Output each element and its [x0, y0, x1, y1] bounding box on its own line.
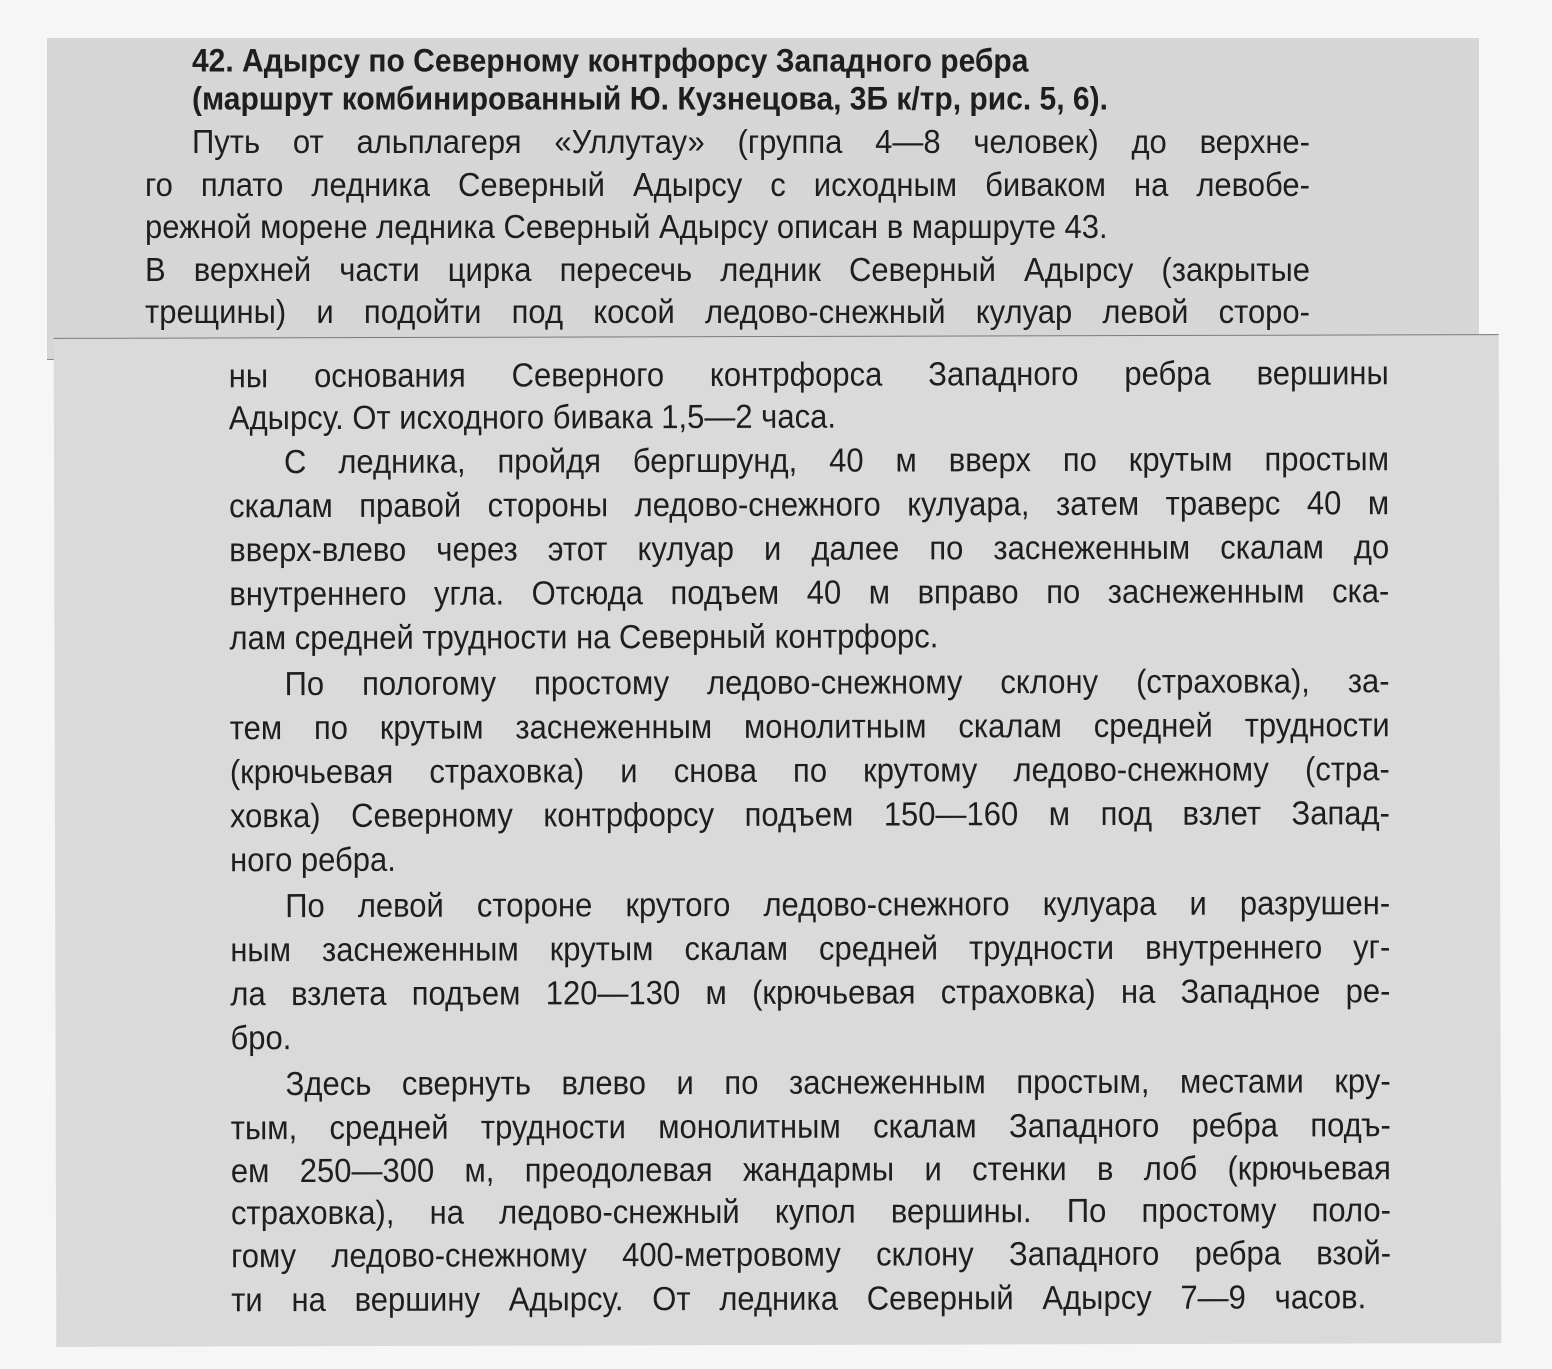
text-line: ховка) Северному контрфорсу подъем 150—160 м под взлет Запад-	[229, 793, 1390, 835]
text-line: трещины) и подойти под косой ледово-снежный кулуар левой сторо-	[145, 292, 1310, 331]
text-line: тым, средней трудности монолитным скалам Западного ребра подъ-	[230, 1105, 1391, 1147]
route-title-line-1: 42. Адырсу по Северному контрфорсу Западного ребра	[192, 43, 1029, 80]
paragraph-start: По пологому простому ледово-снежному склону (страховка), за-	[284, 661, 1390, 703]
text-line: вверх-влево через этот кулуар и далее по заснеженным скалам до	[229, 527, 1390, 569]
bottom-clipping	[54, 334, 1502, 1347]
text-line: (крючьевая страховка) и снова по крутому ледово-снежному (стра-	[229, 749, 1390, 791]
text-line: В верхней части цирка пересечь ледник Северный Адырсу (закрытые	[145, 250, 1310, 289]
text-line: режной морене ледника Северный Адырсу описан в маршруте 43.	[145, 207, 1108, 246]
paragraph-start: Здесь свернуть влево и по заснеженным простым, местами кру-	[285, 1061, 1391, 1103]
text-line: лам средней трудности на Северный контрфорс.	[229, 617, 939, 657]
text-line: Адырсу. От исходного бивака 1,5—2 часа.	[228, 397, 836, 437]
text-line: тем по крутым заснеженным монолитным скалам средней трудности	[229, 705, 1390, 747]
text-line: Путь от альплагеря «Уллутау» (группа 4—8 человек) до верхне-	[192, 122, 1310, 161]
text-line: ти на вершину Адырсу. От ледника Северный Адырсу 7—9 часов.	[231, 1278, 1367, 1319]
route-title-line-2: (маршрут комбинированный Ю. Кузнецова, 3Б к/тр, рис. 5, 6).	[192, 81, 1108, 118]
text-line: гому ледово-снежному 400-метровому склону Западного ребра взой-	[231, 1233, 1392, 1275]
paragraph-start: По левой стороне крутого ледово-снежного кулуара и разрушен-	[285, 883, 1391, 925]
text-line: внутреннего угла. Отсюда подъем 40 м вправо по заснеженным ска-	[229, 571, 1390, 613]
text-line: скалам правой стороны ледово-снежного кулуара, затем траверс 40 м	[229, 483, 1390, 525]
text-line: ного ребра.	[229, 840, 396, 879]
paragraph-start: С ледника, пройдя бергшрунд, 40 м вверх по крутым простым	[283, 439, 1390, 481]
top-clipping	[47, 38, 1479, 360]
text-line: го плато ледника Северный Адырсу с исходным биваком на левобе-	[145, 165, 1310, 204]
text-line: ем 250—300 м, преодолевая жандармы и стенки в лоб (крючьевая	[230, 1148, 1391, 1190]
text-line: ны основания Северного контрфорса Западного ребра вершины	[228, 353, 1389, 395]
text-line: ным заснеженным крутым скалам средней трудности внутреннего уг-	[230, 927, 1391, 969]
text-line: страховка), на ледово-снежный купол вершины. По простому поло-	[230, 1190, 1392, 1232]
text-line: бро.	[230, 1018, 292, 1057]
text-line: ла взлета подъем 120—130 м (крючьевая страховка) на Западное ре-	[230, 971, 1391, 1013]
